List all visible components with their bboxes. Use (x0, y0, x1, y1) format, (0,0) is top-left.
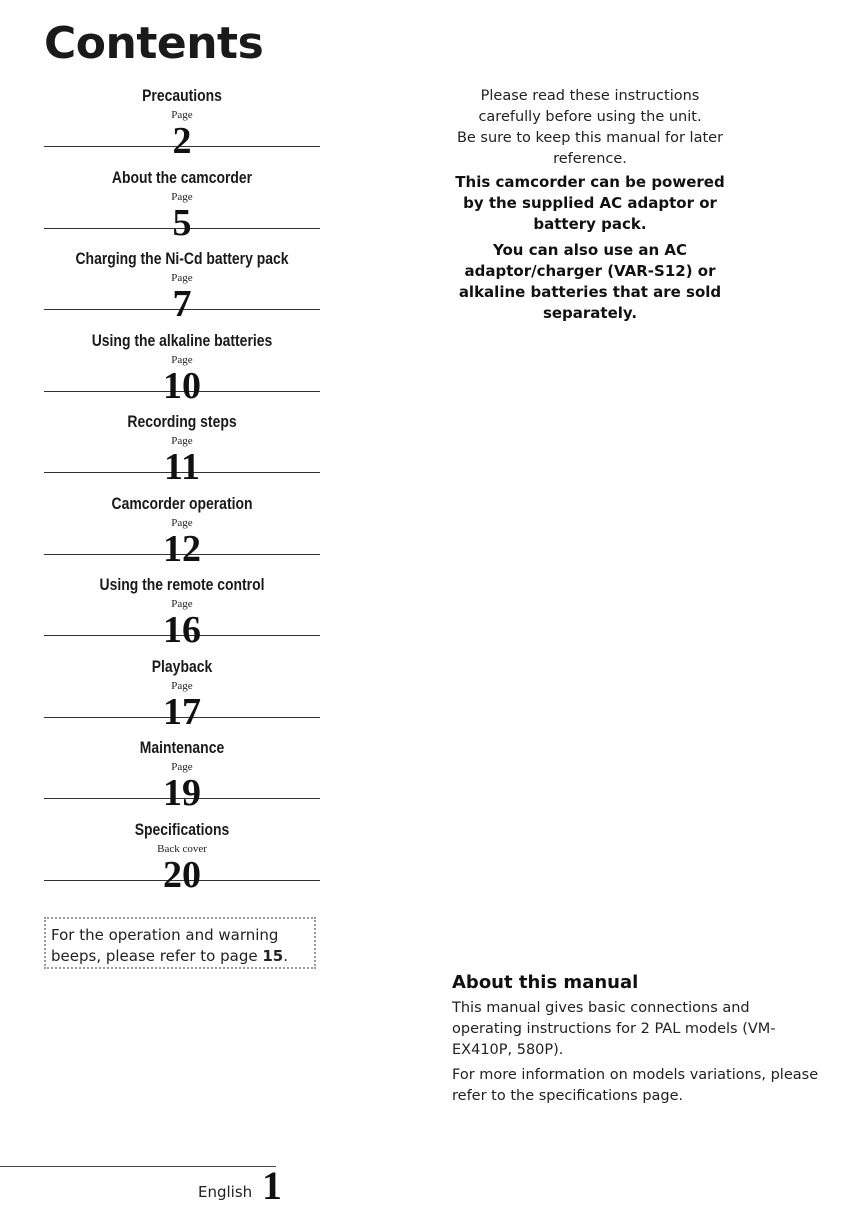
toc-heading: Camcorder operation (111, 493, 253, 513)
optional-power-info: You can also use an AC adaptor/charger (VAR-S12) or alkaline batteries that are sold separately. (458, 241, 722, 322)
about-heading: About this manual (452, 972, 639, 993)
toc-page-number: 5 (172, 201, 192, 244)
toc-heading: About the camcorder (111, 167, 253, 187)
toc-page-label: Page (171, 761, 193, 773)
note-line-2-end: . (283, 947, 288, 965)
toc-page-number: 2 (172, 120, 192, 162)
toc-entry[interactable] (44, 820, 320, 902)
warning-beeps-note (44, 917, 316, 969)
toc-entry[interactable] (44, 494, 320, 576)
intro-text (452, 86, 728, 324)
toc-entry[interactable] (44, 657, 320, 739)
toc-page-label: Page (171, 679, 193, 692)
note-line-2 (51, 946, 314, 967)
about-paragraph-2: For more information on models variations, please refer to the specifications page. (452, 1067, 819, 1104)
power-info: This camcorder can be powered by the supplied AC adaptor or battery pack. (455, 173, 725, 233)
toc-heading: Specifications (134, 819, 230, 839)
toc-page-number: 7 (172, 283, 192, 325)
toc-entry[interactable] (44, 86, 320, 168)
note-page-ref: 15 (262, 947, 284, 965)
toc-heading: Using the remote control (99, 575, 265, 594)
toc-page-number: 19 (163, 772, 201, 814)
footer-language: English (198, 1183, 253, 1201)
toc-page-number: 16 (163, 609, 201, 651)
intro-line-4: reference. (553, 151, 627, 167)
toc-entry[interactable] (44, 168, 320, 250)
toc-entry[interactable] (44, 575, 320, 657)
table-of-contents (44, 86, 320, 901)
intro-line-2: carefully before using the unit. (478, 109, 702, 125)
toc-page-label: Page (171, 353, 193, 366)
toc-page-number: 12 (163, 527, 201, 570)
intro-line-1: Please read these instructions (480, 88, 700, 104)
note-line-1: For the operation and warning (51, 926, 279, 944)
toc-page-number: 17 (163, 690, 201, 733)
toc-page-number: 10 (163, 364, 201, 407)
page-title: Contents (44, 18, 264, 69)
toc-heading: Recording steps (127, 412, 237, 431)
toc-page-label: Page (171, 435, 193, 447)
toc-page-number: 11 (164, 446, 200, 488)
intro-line-3: Be sure to keep this manual for later (456, 130, 724, 146)
toc-page-label: Page (171, 516, 193, 529)
footer-page-number: 1 (262, 1163, 282, 1208)
toc-page-label: Back cover (157, 842, 207, 855)
toc-entry[interactable] (44, 738, 320, 820)
toc-entry[interactable] (44, 412, 320, 494)
toc-page-label: Page (171, 109, 193, 121)
about-section (452, 972, 824, 1111)
toc-heading: Precautions (142, 86, 222, 105)
note-line-2-text: beeps, please refer to page (51, 947, 263, 965)
toc-page-label: Page (171, 190, 193, 203)
toc-page-number: 20 (163, 853, 201, 896)
toc-entry[interactable] (44, 331, 320, 413)
toc-page-label: Page (171, 272, 193, 284)
toc-heading: Playback (151, 656, 213, 676)
about-paragraph-1: This manual gives basic connections and operating instructions for 2 PAL models (VM-EX410P, 580P). (452, 1000, 776, 1058)
toc-heading: Maintenance (139, 738, 225, 757)
toc-heading: Using the alkaline batteries (91, 330, 273, 350)
toc-heading: Charging the Ni-Cd battery pack (75, 249, 289, 268)
toc-entry[interactable] (44, 249, 320, 331)
toc-page-label: Page (171, 598, 193, 610)
footer-divider (0, 1166, 276, 1167)
